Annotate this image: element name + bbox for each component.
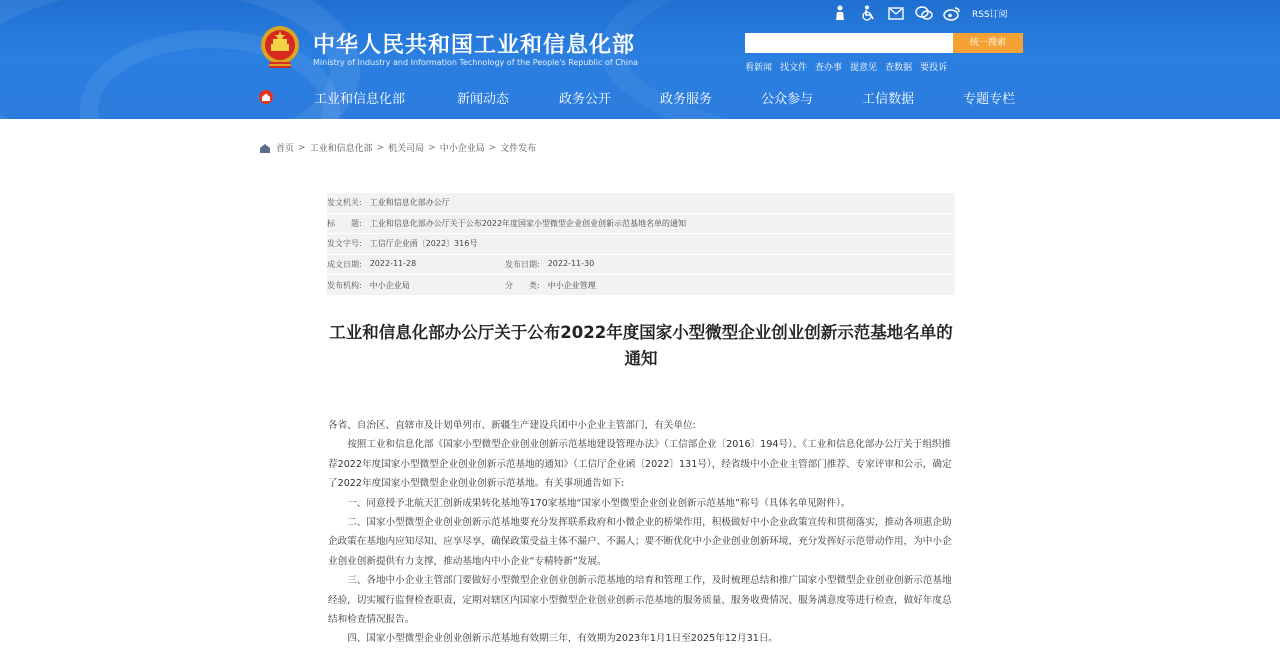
site-title[interactable]: 中华人民共和国工业和信息化部	[313, 33, 636, 58]
body-paragraph: 四、国家小型微型企业创业创新示范基地有效期三年，有效期为2023年1月1日至2025年12月31日。	[347, 633, 779, 645]
meta-row-title	[327, 214, 955, 235]
quick-link-complaint[interactable]: 要投诉	[920, 63, 948, 73]
meta-doc-no-value: 工信厅企业函〔2022〕316号	[369, 239, 478, 249]
rss-link[interactable]: RSS订阅	[972, 9, 1008, 20]
quick-link-feedback[interactable]: 提意见	[850, 63, 878, 73]
document-title	[327, 320, 955, 372]
meta-written-value: 2022-11-28	[369, 259, 417, 269]
meta-published-value: 2022-11-30	[547, 259, 595, 269]
national-emblem-icon[interactable]	[259, 24, 301, 70]
meta-published	[505, 259, 594, 270]
meta-row-doc-no	[327, 234, 955, 255]
weibo-icon[interactable]	[942, 4, 962, 22]
home-icon	[259, 143, 271, 153]
meta-issuer-label: 发文机关:	[327, 198, 362, 208]
meta-category	[505, 280, 596, 291]
meta-category-label: 分 类:	[505, 280, 540, 290]
meta-org-label: 发布机构:	[327, 280, 362, 290]
quick-link-services[interactable]: 查办事	[815, 63, 843, 73]
quick-link-data[interactable]: 查数据	[885, 63, 913, 73]
meta-published-label: 发布日期:	[505, 260, 540, 270]
site-header	[0, 0, 1280, 119]
document-metadata	[327, 193, 955, 296]
body-paragraph: 各省、自治区、直辖市及计划单列市、新疆生产建设兵团中小企业主管部门，有关单位:	[328, 420, 696, 431]
meta-row-dates	[327, 255, 955, 276]
nav-item-government-affairs[interactable]: 政务公开	[559, 91, 612, 107]
meta-written-label: 成文日期:	[327, 260, 362, 270]
elderly-mode-icon[interactable]	[830, 4, 850, 22]
meta-written	[327, 259, 505, 270]
accessibility-icon[interactable]	[858, 4, 878, 22]
home-icon[interactable]	[258, 89, 274, 105]
breadcrumb-sme-bureau[interactable]: 中小企业局	[439, 144, 485, 154]
meta-title-value: 工业和信息化部办公厅关于公布2022年度国家小型微型企业创业创新示范基地名单的通知	[369, 218, 687, 228]
quick-links	[745, 60, 947, 73]
document-title-line: 工业和信息化部办公厅关于公布2022年度国家小型微型企业创业创新示范基地名单的	[329, 323, 953, 342]
top-toolbar	[830, 4, 1008, 22]
document-body	[328, 416, 952, 649]
quick-link-files[interactable]: 找文件	[780, 63, 808, 73]
search-button[interactable]: 统一搜索	[953, 33, 1023, 53]
nav-item-topics[interactable]: 专题专栏	[963, 91, 1016, 107]
search-input[interactable]	[745, 33, 953, 53]
breadcrumb-miit[interactable]: 工业和信息化部	[309, 144, 373, 154]
main-nav	[258, 86, 1015, 108]
nav-item-news[interactable]: 新闻动态	[457, 91, 510, 107]
breadcrumb-separator: >	[428, 142, 436, 153]
meta-doc-no-label: 发文字号:	[327, 239, 362, 249]
body-paragraph: 二、国家小型微型企业创业创新示范基地要充分发挥联系政府和小微企业的桥梁作用，积极做好中小企业政策宣传和贯彻落实，推动各项惠企助企政策在基地内应知尽知、应享尽享，确保政策受益主体不漏户、不漏人；要不断优化中小企业创业创新环境，充分发挥好示范带动作用，为中小企业创业创新提供有力支撑，推动基地内中小企业“专精特新”发展。	[328, 517, 952, 567]
meta-row-org	[327, 275, 955, 296]
meta-title-label: 标 题:	[327, 218, 362, 228]
wechat-icon[interactable]	[914, 4, 934, 22]
meta-category-value: 中小企业管理	[547, 280, 596, 290]
meta-org	[327, 280, 505, 291]
site-subtitle: Ministry of Industry and Information Technology of the People's Republic of China	[313, 58, 639, 67]
mail-icon[interactable]	[886, 4, 906, 22]
body-paragraph: 按照工业和信息化部《国家小型微型企业创业创新示范基地建设管理办法》（工信部企业〔2016〕194号）、《工业和信息化部办公厅关于组织推荐2022年度国家小型微型企业创业创新示范基地的通知》（工信厅企业函〔2022〕131号），经省级中小企业主管部门推荐、专家评审和公示，确定了2022年度国家小型微型企业创业创新示范基地。有关事项通告如下:	[328, 439, 952, 490]
quick-link-news[interactable]: 看新闻	[745, 63, 773, 73]
nav-item-government-services[interactable]: 政务服务	[660, 91, 713, 107]
nav-item-public-participation[interactable]: 公众参与	[761, 91, 814, 107]
nav-item-data[interactable]: 工信数据	[862, 91, 915, 107]
meta-row-issuer	[327, 193, 955, 214]
body-paragraph: 一、同意授予北航天汇创新成果转化基地等170家基地“国家小型微型企业创业创新示范基地”称号（具体名单见附件）。	[347, 497, 851, 509]
breadcrumb-documents[interactable]: 文件发布	[500, 144, 537, 154]
breadcrumb	[259, 141, 536, 154]
breadcrumb-separator: >	[376, 142, 385, 153]
meta-org-value: 中小企业局	[369, 280, 410, 290]
breadcrumb-separator: >	[298, 142, 306, 153]
nav-item-miit[interactable]: 工业和信息化部	[314, 91, 406, 107]
body-paragraph: 三、各地中小企业主管部门要做好小型微型企业创业创新示范基地的培育和管理工作，及时梳理总结和推广国家小型微型企业创业创新示范基地经验，切实履行监督检查职责，定期对辖区内国家小型微型企业创业创新示范基地的服务质量、服务收费情况、服务满意度等进行检查，做好年度总结和检查情况报告。	[328, 575, 952, 626]
breadcrumb-departments[interactable]: 机关司局	[388, 144, 425, 154]
meta-issuer-value: 工业和信息化部办公厅	[369, 198, 450, 208]
document-title-line: 通知	[624, 349, 658, 368]
breadcrumb-home[interactable]: 首页	[276, 144, 295, 154]
breadcrumb-separator: >	[488, 142, 497, 153]
